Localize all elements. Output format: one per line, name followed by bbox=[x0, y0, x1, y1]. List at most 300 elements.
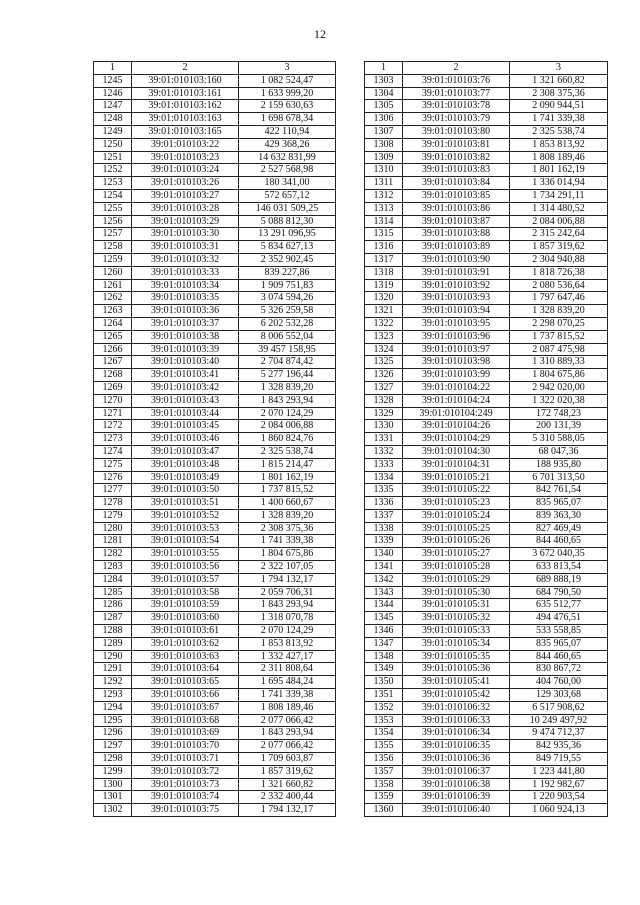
table-row bbox=[94, 753, 336, 766]
cadastral-number: 39:01:010103:80 bbox=[403, 125, 510, 138]
row-number: 1348 bbox=[365, 650, 403, 663]
row-number: 1261 bbox=[94, 279, 132, 292]
row-number: 1322 bbox=[365, 317, 403, 330]
cadastral-number: 39:01:010103:24 bbox=[132, 164, 239, 177]
row-number: 1356 bbox=[365, 753, 403, 766]
cadastral-number: 39:01:010105:26 bbox=[403, 535, 510, 548]
row-number: 1344 bbox=[365, 599, 403, 612]
table-row bbox=[365, 369, 608, 382]
column-header: 3 bbox=[510, 62, 608, 75]
table-row bbox=[94, 189, 336, 202]
cadastral-number: 39:01:010103:70 bbox=[132, 740, 239, 753]
cadastral-number: 39:01:010103:88 bbox=[403, 228, 510, 241]
cadastral-number: 39:01:010104:31 bbox=[403, 458, 510, 471]
table-row bbox=[365, 509, 608, 522]
table-row bbox=[94, 100, 336, 113]
cadastral-number: 39:01:010103:65 bbox=[132, 676, 239, 689]
row-number: 1355 bbox=[365, 740, 403, 753]
table-row bbox=[365, 778, 608, 791]
cadastral-number: 39:01:010106:32 bbox=[403, 701, 510, 714]
table-row bbox=[365, 317, 608, 330]
cadastral-value: 842 935,36 bbox=[510, 740, 608, 753]
table-row bbox=[365, 189, 608, 202]
row-number: 1274 bbox=[94, 445, 132, 458]
cadastral-number: 39:01:010103:72 bbox=[132, 765, 239, 778]
table-row bbox=[365, 714, 608, 727]
cadastral-number: 39:01:010103:160 bbox=[132, 74, 239, 87]
table-row bbox=[94, 740, 336, 753]
table-row bbox=[94, 458, 336, 471]
table-row bbox=[94, 778, 336, 791]
row-number: 1329 bbox=[365, 407, 403, 420]
row-number: 1291 bbox=[94, 663, 132, 676]
table-row bbox=[365, 676, 608, 689]
cadastral-value: 1 223 441,80 bbox=[510, 765, 608, 778]
cadastral-number: 39:01:010103:40 bbox=[132, 356, 239, 369]
cadastral-value: 1 321 660,82 bbox=[510, 74, 608, 87]
cadastral-value: 5 088 812,30 bbox=[239, 215, 336, 228]
row-number: 1255 bbox=[94, 202, 132, 215]
table-row bbox=[94, 522, 336, 535]
cadastral-number: 39:01:010103:38 bbox=[132, 330, 239, 343]
cadastral-number: 39:01:010103:95 bbox=[403, 317, 510, 330]
cadastral-number: 39:01:010103:51 bbox=[132, 497, 239, 510]
cadastral-value: 494 476,51 bbox=[510, 612, 608, 625]
cadastral-value: 2 080 536,64 bbox=[510, 279, 608, 292]
cadastral-number: 39:01:010103:54 bbox=[132, 535, 239, 548]
table-row bbox=[365, 279, 608, 292]
row-number: 1271 bbox=[94, 407, 132, 420]
table-row bbox=[365, 330, 608, 343]
cadastral-value: 844 460,65 bbox=[510, 535, 608, 548]
cadastral-number: 39:01:010103:57 bbox=[132, 573, 239, 586]
table-row bbox=[94, 676, 336, 689]
cadastral-value: 5 326 259,58 bbox=[239, 305, 336, 318]
table-row bbox=[94, 369, 336, 382]
cadastral-number: 39:01:010103:79 bbox=[403, 113, 510, 126]
cadastral-value: 1 797 647,46 bbox=[510, 292, 608, 305]
row-number: 1342 bbox=[365, 573, 403, 586]
cadastral-value: 1 328 839,20 bbox=[239, 509, 336, 522]
table-row bbox=[94, 202, 336, 215]
page-number: 12 bbox=[314, 27, 326, 41]
table-row bbox=[365, 356, 608, 369]
table-row bbox=[94, 625, 336, 638]
row-number: 1328 bbox=[365, 394, 403, 407]
table-row bbox=[94, 484, 336, 497]
cadastral-number: 39:01:010103:82 bbox=[403, 151, 510, 164]
cadastral-value: 1 801 162,19 bbox=[510, 164, 608, 177]
row-number: 1319 bbox=[365, 279, 403, 292]
cadastral-value: 39 457 158,95 bbox=[239, 343, 336, 356]
column-header: 3 bbox=[239, 62, 336, 75]
table-row bbox=[94, 215, 336, 228]
table-row bbox=[365, 228, 608, 241]
right-table bbox=[364, 61, 608, 817]
cadastral-value: 1 741 339,38 bbox=[239, 689, 336, 702]
table-row bbox=[94, 164, 336, 177]
cadastral-number: 39:01:010103:73 bbox=[132, 778, 239, 791]
cadastral-value: 533 558,85 bbox=[510, 625, 608, 638]
cadastral-value: 1 843 293,94 bbox=[239, 599, 336, 612]
table-row bbox=[365, 381, 608, 394]
cadastral-value: 1 853 813,92 bbox=[510, 138, 608, 151]
cadastral-number: 39:01:010103:96 bbox=[403, 330, 510, 343]
row-number: 1290 bbox=[94, 650, 132, 663]
cadastral-value: 1 321 660,82 bbox=[239, 778, 336, 791]
cadastral-number: 39:01:010103:69 bbox=[132, 727, 239, 740]
cadastral-number: 39:01:010103:39 bbox=[132, 343, 239, 356]
table-row bbox=[365, 625, 608, 638]
row-number: 1360 bbox=[365, 804, 403, 817]
table-row bbox=[94, 497, 336, 510]
table-row bbox=[365, 573, 608, 586]
row-number: 1266 bbox=[94, 343, 132, 356]
cadastral-number: 39:01:010103:62 bbox=[132, 637, 239, 650]
table-row bbox=[94, 586, 336, 599]
cadastral-number: 39:01:010106:37 bbox=[403, 765, 510, 778]
cadastral-number: 39:01:010106:38 bbox=[403, 778, 510, 791]
cadastral-number: 39:01:010105:29 bbox=[403, 573, 510, 586]
cadastral-number: 39:01:010104:22 bbox=[403, 381, 510, 394]
cadastral-number: 39:01:010106:40 bbox=[403, 804, 510, 817]
table-row bbox=[365, 125, 608, 138]
row-number: 1339 bbox=[365, 535, 403, 548]
cadastral-number: 39:01:010103:53 bbox=[132, 522, 239, 535]
cadastral-number: 39:01:010105:23 bbox=[403, 497, 510, 510]
table-row bbox=[365, 138, 608, 151]
cadastral-number: 39:01:010103:91 bbox=[403, 266, 510, 279]
table-row bbox=[365, 266, 608, 279]
table-row bbox=[365, 151, 608, 164]
table-row bbox=[365, 305, 608, 318]
table-row bbox=[365, 765, 608, 778]
cadastral-value: 422 110,94 bbox=[239, 125, 336, 138]
cadastral-value: 1 741 339,38 bbox=[239, 535, 336, 548]
row-number: 1299 bbox=[94, 765, 132, 778]
cadastral-value: 146 031 509,25 bbox=[239, 202, 336, 215]
cadastral-value: 188 935,80 bbox=[510, 458, 608, 471]
cadastral-value: 2 298 070,25 bbox=[510, 317, 608, 330]
row-number: 1324 bbox=[365, 343, 403, 356]
cadastral-number: 39:01:010103:43 bbox=[132, 394, 239, 407]
cadastral-number: 39:01:010103:52 bbox=[132, 509, 239, 522]
table-row bbox=[94, 663, 336, 676]
table-row bbox=[365, 253, 608, 266]
row-number: 1325 bbox=[365, 356, 403, 369]
cadastral-value: 9 474 712,37 bbox=[510, 727, 608, 740]
row-number: 1308 bbox=[365, 138, 403, 151]
cadastral-value: 180 341,00 bbox=[239, 177, 336, 190]
table-row bbox=[94, 356, 336, 369]
row-number: 1298 bbox=[94, 753, 132, 766]
cadastral-number: 39:01:010103:67 bbox=[132, 701, 239, 714]
row-number: 1292 bbox=[94, 676, 132, 689]
cadastral-number: 39:01:010103:77 bbox=[403, 87, 510, 100]
row-number: 1264 bbox=[94, 317, 132, 330]
cadastral-value: 2 090 944,51 bbox=[510, 100, 608, 113]
table-row bbox=[365, 753, 608, 766]
table-row bbox=[94, 125, 336, 138]
table-row bbox=[365, 791, 608, 804]
cadastral-value: 2 322 107,05 bbox=[239, 561, 336, 574]
cadastral-number: 39:01:010103:28 bbox=[132, 202, 239, 215]
cadastral-value: 6 202 532,28 bbox=[239, 317, 336, 330]
row-number: 1302 bbox=[94, 804, 132, 817]
cadastral-number: 39:01:010103:64 bbox=[132, 663, 239, 676]
cadastral-number: 39:01:010106:39 bbox=[403, 791, 510, 804]
cadastral-value: 2 704 874,42 bbox=[239, 356, 336, 369]
cadastral-value: 2 084 006,88 bbox=[239, 420, 336, 433]
row-number: 1354 bbox=[365, 727, 403, 740]
cadastral-value: 1 801 162,19 bbox=[239, 471, 336, 484]
cadastral-value: 633 813,54 bbox=[510, 561, 608, 574]
row-number: 1312 bbox=[365, 189, 403, 202]
row-number: 1284 bbox=[94, 573, 132, 586]
cadastral-number: 39:01:010106:34 bbox=[403, 727, 510, 740]
table-row bbox=[94, 317, 336, 330]
table-row bbox=[365, 586, 608, 599]
row-number: 1269 bbox=[94, 381, 132, 394]
cadastral-value: 1 804 675,86 bbox=[239, 548, 336, 561]
cadastral-value: 1 695 484,24 bbox=[239, 676, 336, 689]
cadastral-value: 1 843 293,94 bbox=[239, 727, 336, 740]
cadastral-value: 5 834 627,13 bbox=[239, 241, 336, 254]
cadastral-value: 2 070 124,29 bbox=[239, 407, 336, 420]
row-number: 1295 bbox=[94, 714, 132, 727]
row-number: 1326 bbox=[365, 369, 403, 382]
cadastral-value: 14 632 831,99 bbox=[239, 151, 336, 164]
cadastral-value: 172 748,23 bbox=[510, 407, 608, 420]
table-row bbox=[365, 407, 608, 420]
row-number: 1337 bbox=[365, 509, 403, 522]
row-number: 1257 bbox=[94, 228, 132, 241]
table-row bbox=[94, 650, 336, 663]
cadastral-number: 39:01:010103:58 bbox=[132, 586, 239, 599]
table-row bbox=[94, 599, 336, 612]
cadastral-number: 39:01:010103:161 bbox=[132, 87, 239, 100]
table-row bbox=[94, 343, 336, 356]
cadastral-number: 39:01:010103:61 bbox=[132, 625, 239, 638]
table-row bbox=[365, 292, 608, 305]
cadastral-number: 39:01:010103:56 bbox=[132, 561, 239, 574]
row-number: 1249 bbox=[94, 125, 132, 138]
cadastral-value: 2 084 006,88 bbox=[510, 215, 608, 228]
cadastral-value: 2 308 375,36 bbox=[239, 522, 336, 535]
cadastral-value: 2 332 400,44 bbox=[239, 791, 336, 804]
cadastral-value: 684 790,50 bbox=[510, 586, 608, 599]
cadastral-number: 39:01:010105:21 bbox=[403, 471, 510, 484]
column-header: 1 bbox=[365, 62, 403, 75]
cadastral-number: 39:01:010103:97 bbox=[403, 343, 510, 356]
cadastral-value: 1 082 524,47 bbox=[239, 74, 336, 87]
cadastral-value: 2 077 066,42 bbox=[239, 714, 336, 727]
row-number: 1320 bbox=[365, 292, 403, 305]
cadastral-number: 39:01:010103:92 bbox=[403, 279, 510, 292]
cadastral-number: 39:01:010105:24 bbox=[403, 509, 510, 522]
cadastral-value: 839 227,86 bbox=[239, 266, 336, 279]
row-number: 1247 bbox=[94, 100, 132, 113]
cadastral-number: 39:01:010106:36 bbox=[403, 753, 510, 766]
row-number: 1330 bbox=[365, 420, 403, 433]
cadastral-number: 39:01:010103:81 bbox=[403, 138, 510, 151]
row-number: 1345 bbox=[365, 612, 403, 625]
table-row bbox=[365, 113, 608, 126]
row-number: 1281 bbox=[94, 535, 132, 548]
cadastral-value: 1 322 020,38 bbox=[510, 394, 608, 407]
row-number: 1268 bbox=[94, 369, 132, 382]
row-number: 1327 bbox=[365, 381, 403, 394]
row-number: 1296 bbox=[94, 727, 132, 740]
cadastral-value: 429 368,26 bbox=[239, 138, 336, 151]
cadastral-value: 129 303,68 bbox=[510, 689, 608, 702]
row-number: 1306 bbox=[365, 113, 403, 126]
row-number: 1333 bbox=[365, 458, 403, 471]
cadastral-value: 1 808 189,46 bbox=[510, 151, 608, 164]
row-number: 1248 bbox=[94, 113, 132, 126]
cadastral-number: 39:01:010104:30 bbox=[403, 445, 510, 458]
row-number: 1256 bbox=[94, 215, 132, 228]
row-number: 1317 bbox=[365, 253, 403, 266]
table-row bbox=[365, 561, 608, 574]
cadastral-value: 1 328 839,20 bbox=[510, 305, 608, 318]
row-number: 1301 bbox=[94, 791, 132, 804]
cadastral-number: 39:01:010103:165 bbox=[132, 125, 239, 138]
row-number: 1260 bbox=[94, 266, 132, 279]
cadastral-value: 2 325 538,74 bbox=[510, 125, 608, 138]
cadastral-value: 3 074 594,26 bbox=[239, 292, 336, 305]
row-number: 1267 bbox=[94, 356, 132, 369]
table-row bbox=[94, 394, 336, 407]
cadastral-value: 1 060 924,13 bbox=[510, 804, 608, 817]
cadastral-number: 39:01:010105:31 bbox=[403, 599, 510, 612]
cadastral-value: 5 310 588,05 bbox=[510, 433, 608, 446]
cadastral-value: 1 314 480,52 bbox=[510, 202, 608, 215]
row-number: 1334 bbox=[365, 471, 403, 484]
cadastral-number: 39:01:010104:29 bbox=[403, 433, 510, 446]
cadastral-number: 39:01:010103:85 bbox=[403, 189, 510, 202]
table-row bbox=[94, 113, 336, 126]
header-row bbox=[365, 62, 608, 75]
table-row bbox=[94, 381, 336, 394]
row-number: 1349 bbox=[365, 663, 403, 676]
table-row bbox=[94, 637, 336, 650]
cadastral-value: 844 460,65 bbox=[510, 650, 608, 663]
cadastral-number: 39:01:010103:34 bbox=[132, 279, 239, 292]
cadastral-value: 1 794 132,17 bbox=[239, 573, 336, 586]
cadastral-number: 39:01:010103:27 bbox=[132, 189, 239, 202]
cadastral-value: 1 332 427,17 bbox=[239, 650, 336, 663]
cadastral-number: 39:01:010103:59 bbox=[132, 599, 239, 612]
cadastral-value: 2 315 242,64 bbox=[510, 228, 608, 241]
row-number: 1272 bbox=[94, 420, 132, 433]
cadastral-value: 1 857 319,62 bbox=[239, 765, 336, 778]
row-number: 1262 bbox=[94, 292, 132, 305]
table-row bbox=[365, 650, 608, 663]
cadastral-number: 39:01:010103:89 bbox=[403, 241, 510, 254]
cadastral-value: 1 709 603,87 bbox=[239, 753, 336, 766]
cadastral-number: 39:01:010105:28 bbox=[403, 561, 510, 574]
row-number: 1331 bbox=[365, 433, 403, 446]
table-row bbox=[94, 548, 336, 561]
cadastral-number: 39:01:010103:90 bbox=[403, 253, 510, 266]
cadastral-value: 1 843 293,94 bbox=[239, 394, 336, 407]
table-row bbox=[365, 458, 608, 471]
cadastral-value: 2 308 375,36 bbox=[510, 87, 608, 100]
cadastral-value: 1 400 660,67 bbox=[239, 497, 336, 510]
table-row bbox=[365, 663, 608, 676]
cadastral-number: 39:01:010105:36 bbox=[403, 663, 510, 676]
row-number: 1282 bbox=[94, 548, 132, 561]
row-number: 1275 bbox=[94, 458, 132, 471]
cadastral-value: 835 965,07 bbox=[510, 637, 608, 650]
row-number: 1311 bbox=[365, 177, 403, 190]
table-row bbox=[94, 433, 336, 446]
row-number: 1258 bbox=[94, 241, 132, 254]
cadastral-number: 39:01:010103:74 bbox=[132, 791, 239, 804]
row-number: 1359 bbox=[365, 791, 403, 804]
table-row bbox=[365, 484, 608, 497]
cadastral-value: 3 672 040,35 bbox=[510, 548, 608, 561]
table-row bbox=[94, 573, 336, 586]
table-row bbox=[94, 509, 336, 522]
left-table bbox=[93, 61, 336, 817]
cadastral-number: 39:01:010103:36 bbox=[132, 305, 239, 318]
cadastral-value: 2 087 475,98 bbox=[510, 343, 608, 356]
cadastral-number: 39:01:010103:76 bbox=[403, 74, 510, 87]
table-row bbox=[94, 445, 336, 458]
cadastral-number: 39:01:010103:47 bbox=[132, 445, 239, 458]
row-number: 1263 bbox=[94, 305, 132, 318]
cadastral-number: 39:01:010103:163 bbox=[132, 113, 239, 126]
table-row bbox=[365, 637, 608, 650]
cadastral-number: 39:01:010103:98 bbox=[403, 356, 510, 369]
cadastral-number: 39:01:010103:55 bbox=[132, 548, 239, 561]
row-number: 1253 bbox=[94, 177, 132, 190]
table-row bbox=[365, 74, 608, 87]
cadastral-value: 1 734 291,11 bbox=[510, 189, 608, 202]
cadastral-value: 1 336 014,94 bbox=[510, 177, 608, 190]
table-row bbox=[365, 241, 608, 254]
row-number: 1352 bbox=[365, 701, 403, 714]
table-row bbox=[365, 497, 608, 510]
row-number: 1336 bbox=[365, 497, 403, 510]
cadastral-number: 39:01:010103:84 bbox=[403, 177, 510, 190]
cadastral-number: 39:01:010103:50 bbox=[132, 484, 239, 497]
cadastral-number: 39:01:010105:22 bbox=[403, 484, 510, 497]
cadastral-value: 13 291 096,95 bbox=[239, 228, 336, 241]
table-row bbox=[94, 87, 336, 100]
cadastral-value: 404 760,00 bbox=[510, 676, 608, 689]
table-row bbox=[94, 765, 336, 778]
row-number: 1280 bbox=[94, 522, 132, 535]
cadastral-number: 39:01:010103:49 bbox=[132, 471, 239, 484]
table-row bbox=[365, 202, 608, 215]
cadastral-number: 39:01:010105:35 bbox=[403, 650, 510, 663]
cadastral-number: 39:01:010103:41 bbox=[132, 369, 239, 382]
row-number: 1297 bbox=[94, 740, 132, 753]
cadastral-number: 39:01:010103:44 bbox=[132, 407, 239, 420]
cadastral-value: 2 304 940,88 bbox=[510, 253, 608, 266]
cadastral-value: 1 857 319,62 bbox=[510, 241, 608, 254]
cadastral-value: 1 853 813,92 bbox=[239, 637, 336, 650]
row-number: 1270 bbox=[94, 394, 132, 407]
cadastral-value: 2 311 808,64 bbox=[239, 663, 336, 676]
cadastral-number: 39:01:010103:26 bbox=[132, 177, 239, 190]
cadastral-number: 39:01:010103:30 bbox=[132, 228, 239, 241]
row-number: 1252 bbox=[94, 164, 132, 177]
cadastral-number: 39:01:010103:48 bbox=[132, 458, 239, 471]
